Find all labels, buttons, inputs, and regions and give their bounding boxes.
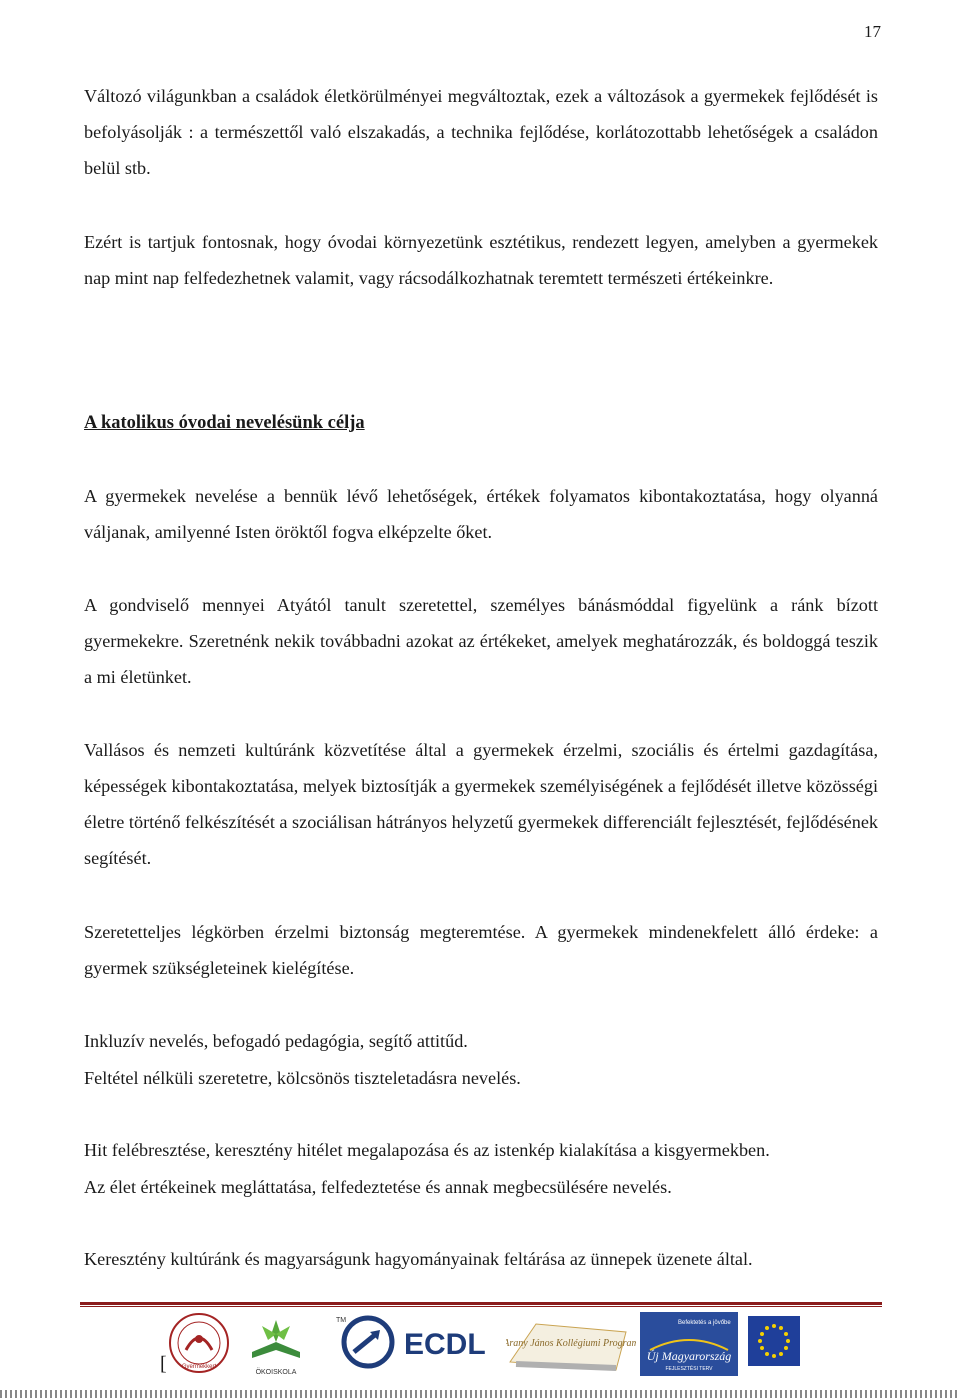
- arany-janos-text: Arany János Kollégiumi Program: [506, 1338, 636, 1349]
- bottom-edge-strip: [0, 1390, 960, 1398]
- line-7: Inkluzív nevelés, befogadó pedagógia, segítő attitűd.: [84, 1031, 468, 1051]
- paragraph-2: Ezért is tartjuk fontosnak, hogy óvodai környezetünk esztétikus, rendezett legyen, amelyben a gyermekek nap mint nap felfedezhetnek valamit, vagy rácsodálkozhatnak teremtett természeti értékeinkre.: [84, 232, 878, 288]
- okoiskola-text: ÖKOISKOLA: [255, 1369, 297, 1376]
- page-number: 17: [864, 22, 881, 41]
- uj-magyarorszag-sub: FEJLESZTÉSI TERV: [665, 1366, 713, 1372]
- line-11: Keresztény kultúránk és magyarságunk hagyományainak feltárása az ünnepek üzenete által.: [84, 1249, 753, 1269]
- arany-janos-logo: [506, 1312, 636, 1383]
- footer-rule-thin: [80, 1306, 882, 1307]
- paragraph-6: Szeretetteljes légkörben érzelmi biztonság megteremtése. A gyermekek mindenekfelett álló érdeke: a gyermek szükségleteinek kielégítése.: [84, 922, 878, 978]
- uj-magyarorszag-text: Új Magyarország: [646, 1349, 732, 1363]
- ecdl-tm: TM: [336, 1317, 347, 1324]
- line-10: Az élet értékeinek megláttatása, felfedeztetése és annak megbecsülésére nevelés.: [84, 1177, 672, 1197]
- ecdl-logo: [334, 1312, 490, 1377]
- line-9: Hit felébresztése, keresztény hitélet megalapozása és az istenkép kialakítása a kisgyermekben.: [84, 1140, 770, 1160]
- uj-magyarorszag-logo: [640, 1312, 738, 1381]
- paragraph-5: Vallásos és nemzeti kultúránk közvetítése által a gyermekek érzelmi, szociális és értelmi gazdagítása, képességek kibontakoztatása, melyek biztosítják a gyermekek személyiségének a fejlődését illetve közösségi életre történő felkészítését a szociálisan hátrányos helyzetű gyermekek differenciált fejlesztését, fejlődésének segítését.: [84, 740, 878, 868]
- line-8: Feltétel nélküli szeretetre, kölcsönös tiszteletadásra nevelés.: [84, 1068, 521, 1088]
- school-seal-logo: [168, 1312, 230, 1379]
- section-heading: A katolikus óvodai nevelésünk célja: [84, 413, 365, 433]
- befektetes-text: Befektetés a jövőbe: [678, 1320, 731, 1326]
- paragraph-4: A gondviselő mennyei Atyától tanult szeretettel, személyes bánásmóddal figyelünk a ránk bízott gyermekekre. Szeretnénk nekik továbbadni azokat az értékeket, amelyek meghatározzák, és boldoggá teszik a mi életünket.: [84, 595, 878, 687]
- eu-flag-icon: [748, 1316, 800, 1371]
- footer-rule: [80, 1302, 882, 1305]
- okoiskola-logo: [246, 1312, 306, 1383]
- footer-bracket: [: [160, 1353, 167, 1375]
- ecdl-text: ECDL: [404, 1328, 486, 1361]
- school-seal-text: Gyermekkert: [181, 1364, 217, 1370]
- paragraph-3: A gyermekek nevelése a bennük lévő lehetőségek, értékek folyamatos kibontakoztatása, hogy olyanná váljanak, amilyenné Isten öröktől fogva elképzelte őket.: [84, 486, 878, 542]
- paragraph-1: Változó világunkban a családok életkörülményei megváltoztak, ezek a változások a gyermekek fejlődését is befolyásolják : a természettől való elszakadás, a technika fejlődése, korlátozottabb lehetőségek a családon belül stb.: [84, 86, 878, 178]
